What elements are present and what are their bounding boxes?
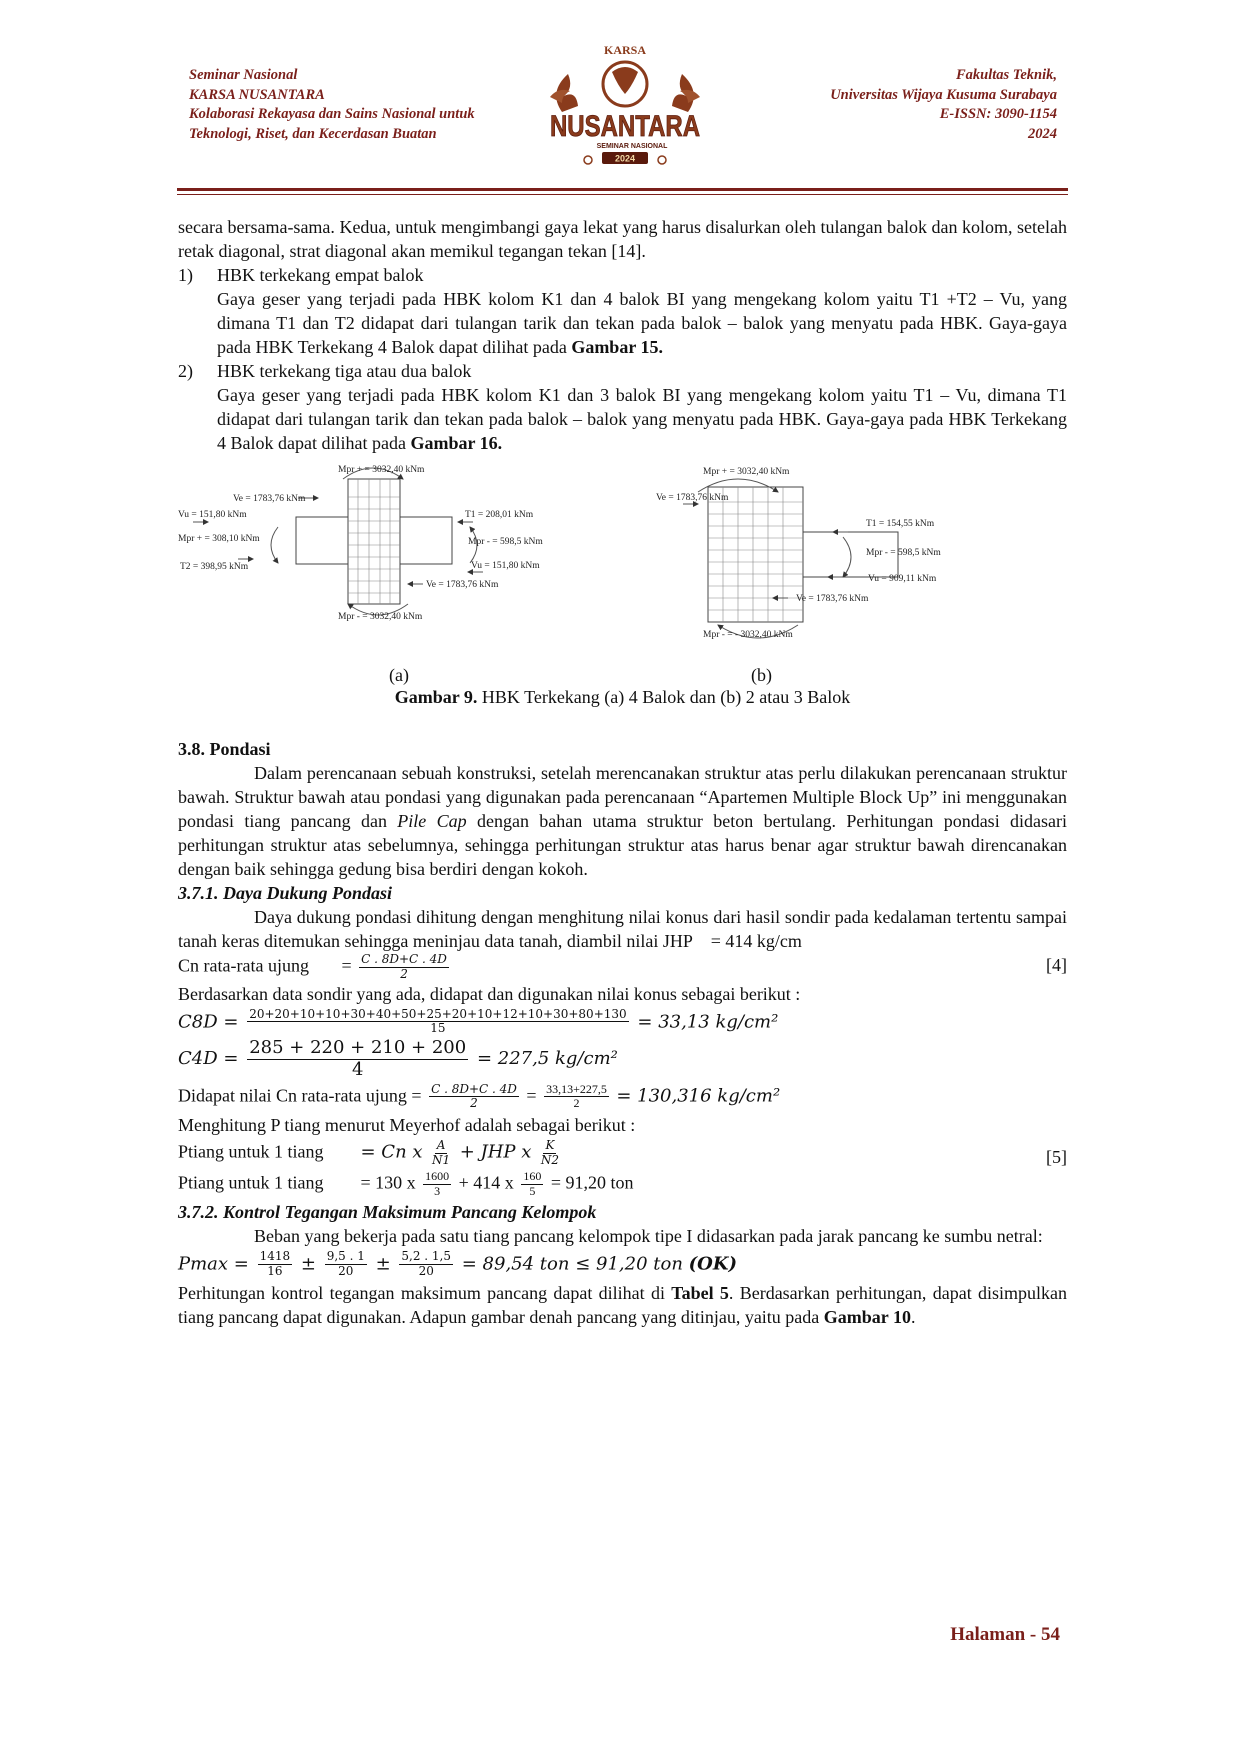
label-ve: Ve = 1783,76 kNm bbox=[426, 580, 499, 590]
header-right-line: 2024 bbox=[1028, 125, 1057, 142]
label-t1: T1 = 208,01 kNm bbox=[465, 510, 534, 520]
label-t2: T2 = 398,95 kNm bbox=[180, 562, 249, 572]
subsection-heading: 3.7.2. Kontrol Tegangan Maksimum Pancang Kelompok bbox=[178, 1202, 597, 1223]
header-right-line: E-ISSN: 3090-1154 bbox=[939, 106, 1057, 122]
figure-9 bbox=[178, 457, 1067, 742]
data-line: Berdasarkan data sondir yang ada, didapat dan digunakan nilai konus sebagai berikut : bbox=[178, 983, 801, 1004]
section-paragraph: Dalam perencanaan sebuah konstruksi, setelah merencanakan struktur atas perlu dilakukan perencanaan struktur bawah. Struktur bawah atau pondasi yang digunakan pada perencanaan “Apartemen Multiple Block Up” ini menggunakan pondasi tiang pancang dan Pile Cap dengan bahan utama struktur beton bertulang. Perhitungan pondasi didasari perhitungan struktur atas sebelumnya, sehingga perhitungan struktur atas harus benar agar struktur bawah direncanakan dengan baik sehingga gedung bisa berdiri dengan kokoh. bbox=[178, 763, 1068, 879]
equation-pmax: Pmax = $\frac{1418}{16}$ ± $\frac{9,5 . 1}{20}$ ± $\frac{5,2 . 1,5}{20}$ = 89,54 ton ≤ 91,20 ton (OK) bbox=[178, 1249, 738, 1279]
fraction: $\frac{160}{5}$ bbox=[523, 1168, 542, 1198]
list-item bbox=[178, 263, 1067, 359]
header-left-line: Teknologi, Riset, dan Kecerdasan Buatan bbox=[189, 125, 437, 142]
list-number: 1) bbox=[178, 265, 193, 285]
header-right bbox=[830, 66, 1057, 144]
label-ve: Ve = 1783,76 kNm bbox=[233, 494, 306, 504]
diagram-a bbox=[178, 465, 543, 622]
label-vu: Vu = 151,80 kNm bbox=[471, 561, 540, 571]
label-mpr: Mpr - = 598,5 kNm bbox=[866, 548, 941, 558]
page-body bbox=[178, 215, 1067, 1329]
figure-sublabels bbox=[178, 663, 1067, 685]
fraction: $\frac{285 + 220 + 210 + 200}{4}$ bbox=[249, 1037, 467, 1080]
header-left-line: Kolaborasi Rekayasa dan Sains Nasional untuk bbox=[189, 106, 475, 122]
header-rule-thin bbox=[177, 194, 1068, 195]
header-left-line: Seminar Nasional bbox=[189, 67, 298, 83]
conclusion-paragraph: Perhitungan kontrol tegangan maksimum pancang dapat dilihat di Tabel 5. Berdasarkan perhitungan, dapat disimpulkan tiang pancang dapat digunakan. Adapun gambar denah pancang yang ditinjau, yaitu pada Gambar 10. bbox=[178, 1282, 1067, 1327]
karsa-nusantara-logo bbox=[540, 42, 710, 174]
fraction: $\frac{C . 8D+C . 4D}{2}$ bbox=[431, 1081, 517, 1111]
label-mpr-top: Mpr + = 3032,40 kNm bbox=[338, 465, 425, 475]
table-ref: Tabel 5 bbox=[671, 1282, 729, 1303]
list-title: HBK terkekang tiga atau dua balok bbox=[217, 361, 472, 381]
label-ve: Ve = 1783,76 kNm bbox=[796, 594, 869, 604]
label-ve: Ve = 1783,76 kNm bbox=[656, 493, 729, 503]
sublabel-a: (a) bbox=[389, 665, 409, 685]
header-right-line: Fakultas Teknik, bbox=[956, 67, 1057, 83]
subsection-paragraph: Daya dukung pondasi dihitung dengan menghitung nilai konus dari hasil sondir pada kedalaman tertentu sampai tanah keras ditemukan sehingga meninjau data tanah, diambil nilai JHP = 414 kg/cm bbox=[178, 907, 1067, 951]
fraction: $\frac{20+20+10+10+30+40+50+25+20+10+12+10+30+80+130}{15}$ bbox=[249, 1006, 627, 1036]
fraction: $\frac{9,5 . 1}{20}$ bbox=[326, 1249, 365, 1279]
equation-cn: Cn rata-rata ujung = $\frac{C . 8D+C . 4D}{2}$ [4] bbox=[178, 952, 1067, 981]
header-left bbox=[189, 66, 475, 144]
list-number: 2) bbox=[178, 361, 193, 381]
fraction: $\frac{1418}{16}$ bbox=[259, 1249, 291, 1279]
diagram-b bbox=[656, 467, 941, 640]
figure-ref: Gambar 16. bbox=[410, 433, 503, 453]
label-t1: T1 = 154,55 kNm bbox=[866, 519, 935, 529]
fraction: $\frac{33,13+227,5}{2}$ bbox=[546, 1081, 607, 1111]
figure-ref: Gambar 10 bbox=[823, 1306, 911, 1327]
subsection-paragraph: Beban yang bekerja pada satu tiang pancang kelompok tipe I didasarkan pada jarak pancang ke sumbu netral: bbox=[254, 1226, 1043, 1247]
label-vu: Vu = 909,11 kNm bbox=[868, 574, 937, 584]
ref-5: [5] bbox=[1046, 1147, 1067, 1168]
figure-caption bbox=[178, 685, 1067, 709]
label-vu: Vu = 151,80 kNm bbox=[178, 510, 247, 520]
fraction: $\frac{1600}{3}$ bbox=[425, 1168, 450, 1198]
fraction: $\frac{K}{N2}$ bbox=[540, 1138, 560, 1167]
label-mpr-top: Mpr + = 3032,40 kNm bbox=[703, 467, 790, 477]
equation-c8d: C8D = $\frac{20+20+10+10+30+40+50+25+20+10+12+10+30+80+130}{15}$ = 33,13 kg/cm² bbox=[178, 1006, 779, 1036]
logo-top-text: KARSA bbox=[603, 43, 647, 57]
meyerhof-line: Menghitung P tiang menurut Meyerhof adalah sebagai berikut : bbox=[178, 1115, 636, 1136]
list-text: Gaya geser yang terjadi pada HBK kolom K1 dan 4 balok BI yang mengekang kolom yaitu T1 +T2 – Vu, yang dimana T1 dan T2 didapat dari tulangan tarik dan tekan pada balok – balok yang menyatu pada HBK. Gaya-gaya pada HBK Terkekang 4 Balok dapat dilihat pada Gambar 15. bbox=[217, 289, 1067, 357]
subsection-heading: 3.7.1. Daya Dukung Pondasi bbox=[178, 883, 393, 903]
ref-4: [4] bbox=[1046, 955, 1067, 975]
label-mpr-bottom: Mpr - = - 3032,40 kNm bbox=[703, 630, 793, 640]
label-mpr-bottom: Mpr - = 3032,40 kNm bbox=[338, 612, 423, 622]
figure-ref: Gambar 15. bbox=[571, 337, 663, 357]
list-text: Gaya geser yang terjadi pada HBK kolom K1 dan 3 balok BI yang mengekang kolom yaitu T1 – Vu, dimana T1 didapat dari tulangan tarik dan tekan pada balok – balok yang menyatu pada HBK. Gaya-gaya pada HBK Terkekang 4 Balok dapat dilihat pada Gambar 16. bbox=[217, 385, 1067, 453]
caption-text: HBK Terkekang (a) 4 Balok dan (b) 2 atau 3 Balok bbox=[481, 687, 851, 707]
equation-ptiang-value: Ptiang untuk 1 tiang = 130 x $\frac{1600}{3}$ + 414 x $\frac{160}{5}$ = 91,20 ton bbox=[178, 1168, 634, 1198]
header-rule bbox=[177, 188, 1068, 191]
list-item bbox=[178, 359, 1067, 455]
equation-cn-result: Didapat nilai Cn rata-rata ujung = $\frac{C . 8D+C . 4D}{2}$ = $\frac{33,13+227,5}{2}$ = 130,316 kg/cm² bbox=[178, 1081, 781, 1111]
label-mpr: Mpr - = 598,5 kNm bbox=[468, 537, 543, 547]
label-mpr: Mpr + = 308,10 kNm bbox=[178, 534, 260, 544]
page-number: Halaman - 54 bbox=[950, 1624, 1060, 1645]
fraction: $\frac{A}{N1}$ bbox=[432, 1138, 451, 1167]
equation-c4d: C4D = $\frac{285 + 220 + 210 + 200}{4}$ = 227,5 kg/cm² bbox=[178, 1037, 618, 1080]
fraction: $\frac{C . 8D+C . 4D}{2}$ bbox=[361, 952, 447, 981]
logo-sub-text: SEMINAR NASIONAL bbox=[596, 143, 668, 150]
list-title: HBK terkekang empat balok bbox=[217, 265, 424, 285]
header-left-line: KARSA NUSANTARA bbox=[189, 86, 325, 103]
italic-term: Pile Cap bbox=[397, 811, 467, 831]
caption-label: Gambar 9. bbox=[394, 687, 478, 707]
sublabel-b: (b) bbox=[751, 665, 772, 685]
equation-ptiang: Ptiang untuk 1 tiang = Cn x $\frac{A}{N1}$ + JHP x $\frac{K}{N2}$ [5] bbox=[178, 1138, 1067, 1168]
header-right-line: Universitas Wijaya Kusuma Surabaya bbox=[830, 86, 1057, 103]
fraction: $\frac{5,2 . 1,5}{20}$ bbox=[401, 1249, 452, 1279]
intro-paragraph: secara bersama-sama. Kedua, untuk mengimbangi gaya lekat yang harus disalurkan oleh tulangan balok dan kolom, setelah retak diagonal, strat diagonal akan memikul tegangan tekan [14]. bbox=[178, 217, 1067, 261]
section-heading: 3.8. Pondasi bbox=[178, 739, 271, 759]
logo-main-text: NUSANTARA bbox=[550, 110, 700, 143]
logo-year-text: 2024 bbox=[614, 153, 636, 164]
